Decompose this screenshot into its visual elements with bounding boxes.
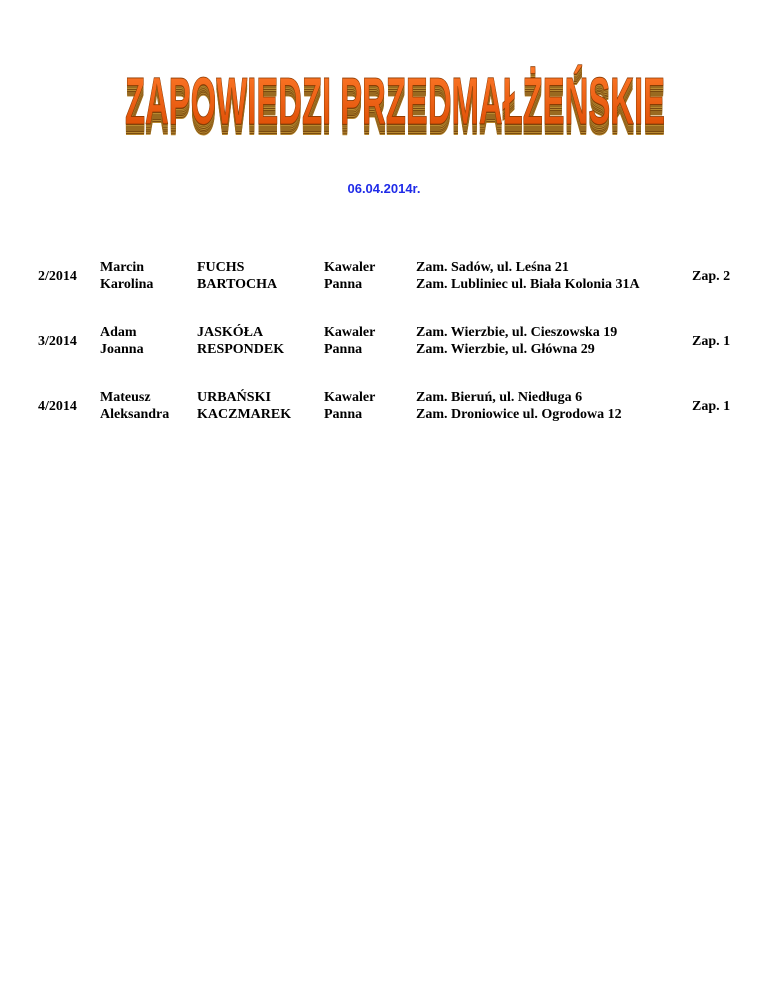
title-shadow-layer: ZAPOWIEDZI PRZEDMAŁŻEŃSKIE — [125, 69, 665, 144]
announcement-date: 06.04.2014r. — [347, 181, 421, 196]
announcement-zap: Zap. 1 — [692, 334, 731, 349]
announcement-zap: Zap. 2 — [692, 269, 731, 284]
first-names-line: Aleksandra — [100, 407, 170, 422]
first-names — [100, 389, 169, 423]
title-shadow-layer: ZAPOWIEDZI PRZEDMAŁŻEŃSKIE — [125, 68, 665, 143]
marital-statuses-line: Kawaler — [324, 325, 376, 340]
first-names-line: Mateusz — [100, 390, 151, 405]
title-shadow-layer: ZAPOWIEDZI PRZEDMAŁŻEŃSKIE — [125, 67, 665, 142]
marital-statuses-line: Kawaler — [324, 390, 376, 405]
marital-statuses — [324, 389, 375, 423]
title-shadow-layer: ZAPOWIEDZI PRZEDMAŁŻEŃSKIE — [125, 70, 665, 145]
announcement-number: 4/2014 — [38, 399, 77, 414]
addresses — [416, 259, 640, 293]
announcement-number: 3/2014 — [38, 334, 77, 349]
marital-statuses — [324, 324, 375, 358]
wordart-title — [110, 46, 680, 166]
announcement-row — [0, 389, 768, 429]
first-names-line: Joanna — [100, 342, 144, 357]
addresses-line: Zam. Wierzbie, ul. Cieszowska 19 — [416, 325, 618, 340]
addresses — [416, 389, 622, 423]
addresses-line: Zam. Bieruń, ul. Niedługa 6 — [416, 390, 583, 405]
addresses-line: Zam. Wierzbie, ul. Główna 29 — [416, 342, 595, 357]
marital-statuses-line: Panna — [324, 407, 363, 422]
last-names-line: FUCHS — [197, 260, 245, 275]
last-names-line: KACZMAREK — [197, 407, 292, 422]
announcement-zap: Zap. 1 — [692, 399, 731, 414]
title-shadow-layer: ZAPOWIEDZI PRZEDMAŁŻEŃSKIE — [125, 70, 665, 146]
wordart-title-graphic — [110, 46, 680, 166]
title-shadow-layer: ZAPOWIEDZI PRZEDMAŁŻEŃSKIE — [125, 73, 665, 149]
first-names — [100, 259, 153, 293]
last-names — [197, 259, 277, 293]
title-shadow-layer: ZAPOWIEDZI PRZEDMAŁŻEŃSKIE — [125, 75, 665, 150]
addresses-line: Zam. Droniowice ul. Ogrodowa 12 — [416, 407, 622, 422]
first-names — [100, 324, 144, 358]
first-names-line: Karolina — [100, 277, 154, 292]
last-names-line: URBAŃSKI — [197, 390, 271, 405]
first-names-line: Adam — [100, 325, 137, 340]
title-shadow-layer: ZAPOWIEDZI PRZEDMAŁŻEŃSKIE — [125, 65, 665, 141]
title-shadow-layer: ZAPOWIEDZI PRZEDMAŁŻEŃSKIE — [125, 74, 665, 150]
announcement-row — [0, 259, 768, 299]
last-names — [197, 324, 284, 358]
marital-statuses — [324, 259, 375, 293]
announcement-number: 2/2014 — [38, 269, 77, 284]
marital-statuses-line: Panna — [324, 342, 363, 357]
last-names — [197, 389, 291, 423]
title-text: ZAPOWIEDZI PRZEDMAŁŻEŃSKIE — [125, 64, 665, 140]
addresses-line: Zam. Sadów, ul. Leśna 21 — [416, 260, 569, 275]
last-names-line: BARTOCHA — [197, 277, 278, 292]
first-names-line: Marcin — [100, 260, 145, 275]
addresses-line: Zam. Lubliniec ul. Biała Kolonia 31A — [416, 277, 640, 292]
last-names-line: RESPONDEK — [197, 342, 285, 357]
addresses — [416, 324, 617, 358]
announcement-row — [0, 324, 768, 364]
last-names-line: JASKÓŁA — [197, 325, 264, 340]
title-shadow-layer: ZAPOWIEDZI PRZEDMAŁŻEŃSKIE — [125, 66, 665, 141]
title-shadow-layer: ZAPOWIEDZI PRZEDMAŁŻEŃSKIE — [125, 71, 665, 147]
title-shadow-layer: ZAPOWIEDZI PRZEDMAŁŻEŃSKIE — [125, 72, 665, 148]
marital-statuses-line: Kawaler — [324, 260, 376, 275]
marital-statuses-line: Panna — [324, 277, 363, 292]
